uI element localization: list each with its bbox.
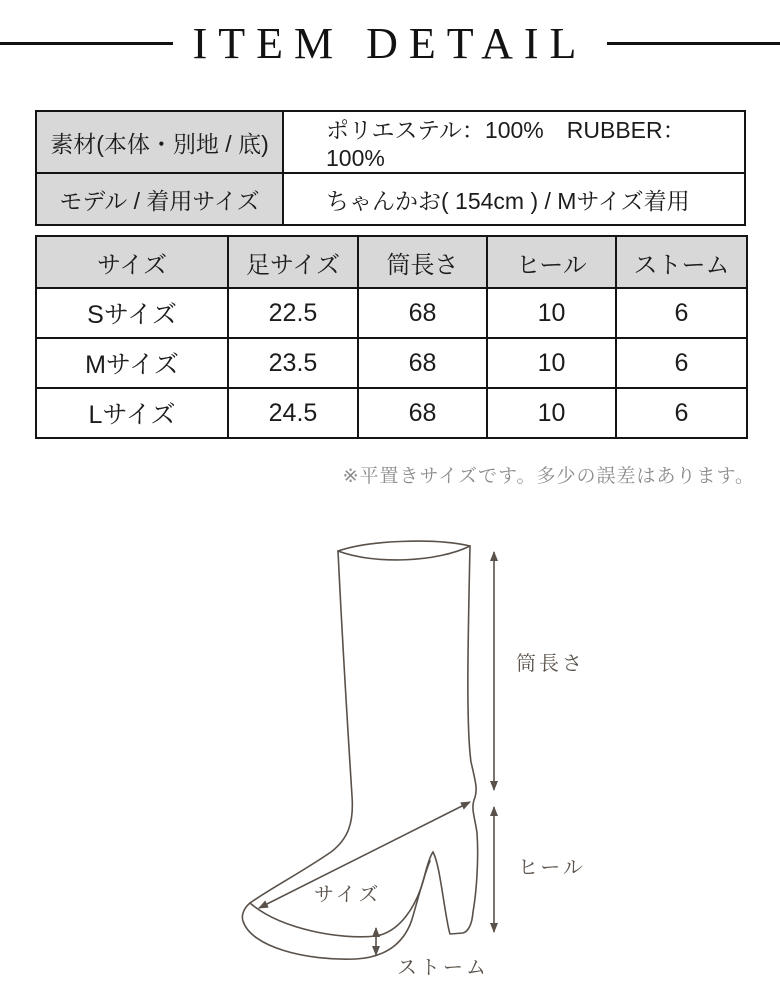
cell-heel: 10 [487, 338, 616, 388]
cell-shaft-length: 68 [358, 338, 487, 388]
cell-size-name: Lサイズ [36, 388, 228, 438]
col-header-heel: ヒール [487, 236, 616, 288]
storm-label: ストーム [397, 957, 489, 979]
shaft-length-label: 筒長さ [516, 653, 585, 675]
heel-label: ヒール [518, 857, 586, 879]
spec-value-model: ちゃんかお( 154cm ) / Mサイズ着用 [283, 173, 745, 225]
section-title: ITEM DETAIL [192, 19, 588, 68]
col-header-shaft-length: 筒長さ [358, 236, 487, 288]
cell-storm: 6 [616, 338, 747, 388]
cell-storm: 6 [616, 288, 747, 338]
measurement-note: ※平置きサイズです。多少の誤差はあります。 [342, 466, 755, 487]
cell-storm: 6 [616, 388, 747, 438]
cell-foot-size: 22.5 [228, 288, 358, 338]
spec-value-material: ポリエステル：100% RUBBER：100% [283, 111, 745, 173]
cell-heel: 10 [487, 288, 616, 338]
col-header-size: サイズ [36, 236, 228, 288]
spec-label-model: モデル / 着用サイズ [36, 173, 283, 225]
spec-label-material: 素材(本体・別地 / 底) [36, 111, 283, 173]
cell-size-name: Mサイズ [36, 338, 228, 388]
cell-size-name: Sサイズ [36, 288, 228, 338]
col-header-foot-size: 足サイズ [228, 236, 358, 288]
cell-shaft-length: 68 [358, 388, 487, 438]
cell-foot-size: 24.5 [228, 388, 358, 438]
cell-heel: 10 [487, 388, 616, 438]
cell-shaft-length: 68 [358, 288, 487, 338]
cell-foot-size: 23.5 [228, 338, 358, 388]
size-label: サイズ [314, 884, 382, 906]
col-header-storm: ストーム [616, 236, 747, 288]
